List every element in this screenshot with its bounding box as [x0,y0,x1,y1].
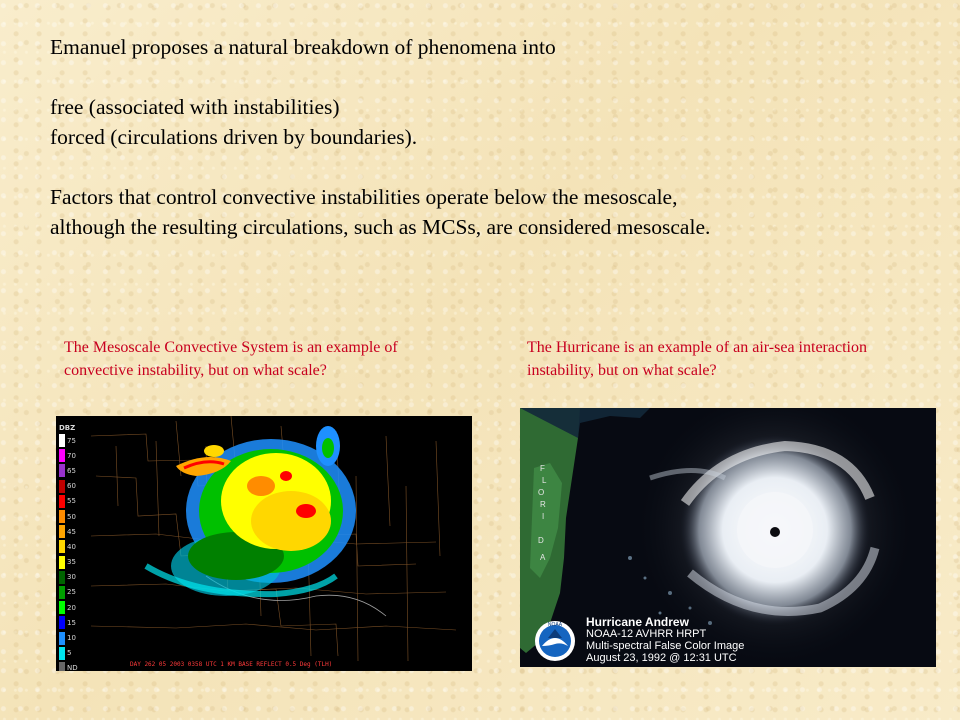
scale-row [59,494,85,509]
scale-row [59,433,85,448]
scale-row [59,600,85,615]
radar-color-scale [59,424,85,671]
scale-row [59,661,85,671]
scale-swatch [59,571,65,584]
scale-label: 10 [67,634,76,643]
hurricane-title: Hurricane Andrew [586,615,689,629]
map-letter: A [540,553,546,562]
noaa-logo-text: NOAA [547,622,563,628]
map-letter: D [538,536,544,545]
scale-swatch [59,540,65,553]
scale-swatch [59,601,65,614]
scale-row [59,524,85,539]
scale-swatch [59,525,65,538]
hurricane-image [520,408,936,667]
radar-footer-text: DAY 262 05 2003 0358 UTC 1 KM BASE REFLECT 0.5 Deg (TLH) [130,661,333,668]
scale-label: 75 [67,436,76,445]
scale-swatch [59,464,65,477]
map-letter: R [540,500,546,509]
hurricane-caption: The Hurricane is an example of an air-sea interaction instability, but on what scale? [527,339,867,379]
scale-label: 15 [67,618,76,627]
scale-swatch [59,480,65,493]
scale-label: 65 [67,466,76,475]
map-letter: O [538,488,545,497]
scale-label: 25 [67,588,76,597]
scale-row [59,646,85,661]
scale-swatch [59,586,65,599]
scale-row [59,630,85,645]
scale-swatch [59,647,65,660]
scale-row [59,509,85,524]
scale-swatch [59,616,65,629]
scale-label: 55 [67,497,76,506]
scale-swatch [59,632,65,645]
scale-swatch [59,495,65,508]
scale-label: 35 [67,558,76,567]
scale-label: 40 [67,542,76,551]
scale-row [59,463,85,478]
scale-swatch [59,510,65,523]
factors-line-1: Factors that control convective instabilities operate below the mesoscale, [50,185,678,209]
scale-row [59,448,85,463]
satellite-line: NOAA-12 AVHRR HRPT [586,628,707,640]
scale-row [59,570,85,585]
forced-line: forced (circulations driven by boundaries). [50,125,418,149]
hurricane-image-caption [586,616,744,664]
scale-title: DBZ [59,424,76,432]
scale-swatch [59,434,65,447]
scale-swatch [59,556,65,569]
scale-label: 70 [67,451,76,460]
scale-swatch [59,662,65,671]
scale-label: 60 [67,482,76,491]
scale-label: 30 [67,573,76,582]
scale-label: ND [67,664,78,671]
scale-row [59,555,85,570]
image-type-line: Multi-spectral False Color Image [586,640,745,652]
scale-row [59,479,85,494]
radar-image [56,416,472,671]
intro-paragraph: Emanuel proposes a natural breakdown of phenomena into [50,35,556,59]
factors-line-2: although the resulting circulations, such as MCSs, are considered mesoscale. [50,215,711,239]
mcs-caption: The Mesoscale Convective System is an example of convective instability, but on what scale? [64,339,398,379]
image-date-line: August 23, 1992 @ 12:31 UTC [586,652,737,664]
scale-label: 45 [67,527,76,536]
scale-label: 50 [67,512,76,521]
map-letter: F [540,464,545,473]
radar-map [56,416,472,671]
scale-swatch [59,449,65,462]
map-letter: L [542,476,547,485]
scale-label: 20 [67,603,76,612]
scale-label: 5 [67,649,72,658]
map-letter: I [542,512,545,521]
scale-row [59,615,85,630]
slide-body [50,32,930,242]
scale-row [59,585,85,600]
scale-row [59,539,85,554]
noaa-logo [534,620,576,662]
free-line: free (associated with instabilities) [50,95,340,119]
